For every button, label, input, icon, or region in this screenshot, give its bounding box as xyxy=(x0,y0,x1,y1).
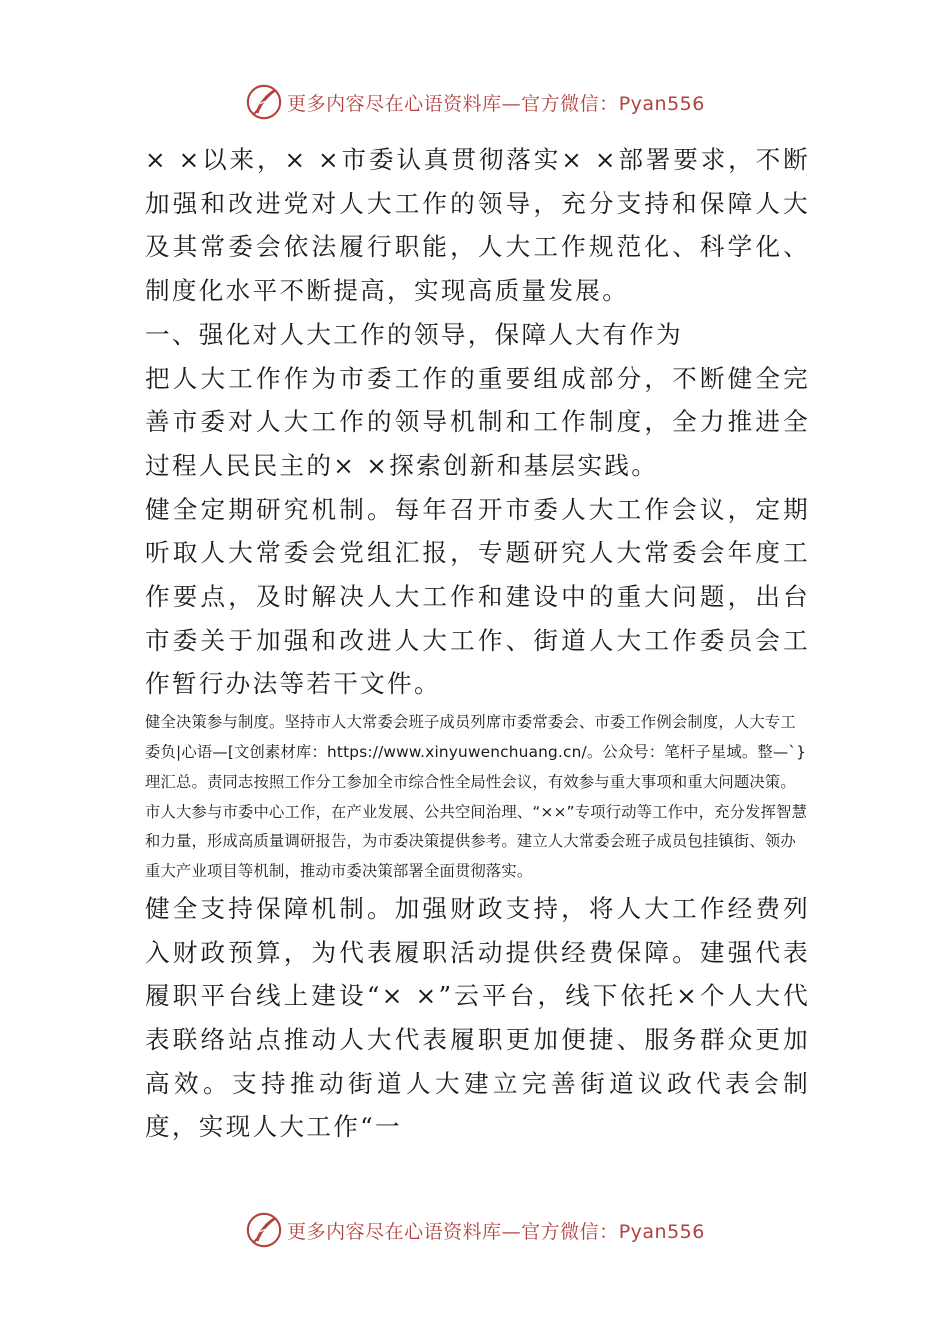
quill-pen-logo-icon xyxy=(245,1211,283,1249)
banner-site-text: 更多内容尽在心语资料库 xyxy=(287,92,502,115)
banner-account: Pyan556 xyxy=(618,1220,705,1243)
paragraph-intro: × ×以来，× ×市委认真贯彻落实× ×部署要求，不断加强和改进党对人大工作的领导，充分支持和保障人大及其常委会依法履行职能，人大工作规范化、科学化、制度化水平不断提高，实现高质量发展。 xyxy=(145,145,810,306)
paragraph-research-mechanism: 健全定期研究机制。每年召开市委人大工作会议，定期听取人大常委会党组汇报，专题研究人大常委会年度工作要点，及时解决人大工作和建设中的重大问题，出台市委关于加强和改进人大工作、街道人大工作委员会工作暂行办法等若干文件。 xyxy=(145,494,810,699)
banner-text xyxy=(287,89,705,116)
quill-pen-logo-icon xyxy=(245,83,283,121)
banner-site-text: 更多内容尽在心语资料库 xyxy=(287,1220,502,1243)
document-body xyxy=(145,138,810,1149)
banner-text xyxy=(287,1217,705,1244)
paragraph-decision-participation: 健全决策参与制度。坚持市人大常委会班子成员列席市委常委会、市委工作例会制度，人大专工委负|心语—[文创素材库：https://www.xinyuwenchuang.cn/。公众号：笔杆子星域。整—`}理汇总。责同志按照工作分工参加全市综合性全局性会议，有效参与重大事项和重大问题决策。市人大参与市委中心工作，在产业发展、公共空间治理、“××”专项行动等工作中，充分发挥智慧和力量，形成高质量调研报告，为市委决策提供参考。建立人大常委会班子成员包挂镇街、领办重大产业项目等机制，推动市委决策部署全面贯彻落实。 xyxy=(145,713,808,881)
section-heading-1: 一、强化对人大工作的领导，保障人大有作为 xyxy=(145,319,683,349)
banner-wechat-label: 官方微信： xyxy=(521,92,619,115)
banner-dash: — xyxy=(501,92,522,115)
footer-banner xyxy=(0,1208,950,1252)
paragraph-support-mechanism: 健全支持保障机制。加强财政支持，将人大工作经费列入财政预算，为代表履职活动提供经费保障。建强代表履职平台线上建设“× ×”云平台，线下依托×个人大代表联络站点推动人大代表履职更加便捷、服务群众更加高效。支持推动街道人大建立完善街道议政代表会制度，实现人大工作“一 xyxy=(145,893,810,1142)
banner-dash: — xyxy=(501,1220,522,1243)
banner-wechat-label: 官方微信： xyxy=(521,1220,619,1243)
header-banner xyxy=(0,80,950,124)
paragraph-section-1-intro: 把人大工作作为市委工作的重要组成部分，不断健全完善市委对人大工作的领导机制和工作制度，全力推进全过程人民民主的× ×探索创新和基层实践。 xyxy=(145,363,810,480)
banner-account: Pyan556 xyxy=(618,92,705,115)
